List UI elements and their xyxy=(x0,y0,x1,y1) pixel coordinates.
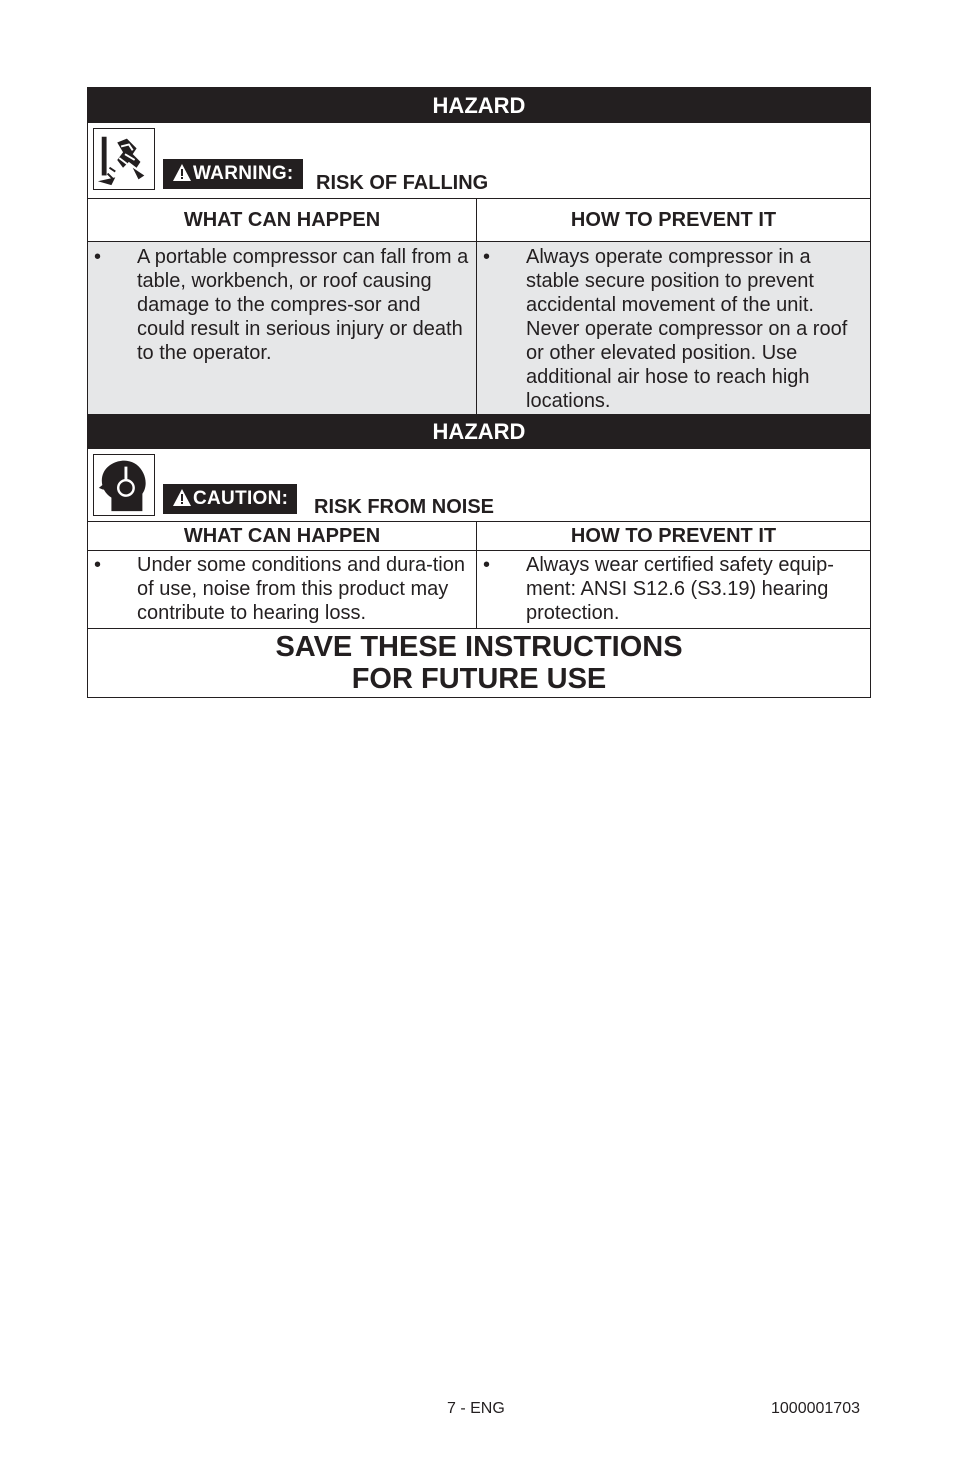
how-to-prevent-header: HOW TO PREVENT IT xyxy=(570,209,777,231)
signal-word: WARNING: xyxy=(193,163,294,184)
how-to-prevent-text: Always operate compressor in a stable secure position to prevent accidental movement of the unit. Never operate compressor on a roof or other elevated position. Use additional air hose to reach high locations. xyxy=(526,246,848,412)
what-can-happen-cell xyxy=(88,551,477,628)
column-headers xyxy=(88,199,870,242)
bullet: • xyxy=(483,246,491,268)
what-can-happen-text: A portable compressor can fall from a table, workbench, or roof causing damage to the compres-sor and could result in serious injury or death to the operator. xyxy=(137,246,469,364)
page-number: 7 - ENG xyxy=(447,1400,505,1417)
column-headers xyxy=(88,522,870,551)
save-instructions xyxy=(88,629,870,697)
how-to-prevent-cell xyxy=(477,551,870,628)
risk-title: RISK OF FALLING xyxy=(316,172,489,194)
hazard-body-row xyxy=(88,242,870,414)
how-to-prevent-text: Always wear certified safety equip-ment: ANSI S12.6 (S3.19) hearing protection. xyxy=(526,554,834,624)
what-can-happen-cell xyxy=(88,242,477,414)
how-to-prevent-cell xyxy=(477,242,870,414)
hazard-header: HAZARD xyxy=(88,414,870,449)
what-can-happen-text: Under some conditions and dura-tion of use, noise from this product may contribute to hearing loss. xyxy=(137,554,465,624)
risk-title: RISK FROM NOISE xyxy=(314,496,495,518)
bullet: • xyxy=(94,554,102,576)
falling-hazard-icon xyxy=(93,128,155,190)
caution-row xyxy=(88,449,870,522)
what-can-happen-header: WHAT CAN HAPPEN xyxy=(88,199,477,241)
save-line-2: FOR FUTURE USE xyxy=(351,663,607,695)
how-to-prevent-header: HOW TO PREVENT IT xyxy=(570,525,777,547)
warning-row xyxy=(88,123,870,199)
hazard-table xyxy=(87,87,871,698)
alert-triangle-icon xyxy=(173,161,191,191)
what-can-happen-header: WHAT CAN HAPPEN xyxy=(88,522,477,550)
alert-triangle-icon xyxy=(173,486,191,516)
bullet: • xyxy=(94,246,102,268)
save-line-1: SAVE THESE INSTRUCTIONS xyxy=(275,631,683,663)
warning-badge xyxy=(163,159,303,189)
signal-word: CAUTION: xyxy=(193,488,289,509)
document-number: 1000001703 xyxy=(771,1400,860,1417)
hazard-header: HAZARD xyxy=(88,88,870,123)
hearing-protection-icon xyxy=(93,454,155,516)
bullet: • xyxy=(483,554,491,576)
caution-badge xyxy=(163,484,297,514)
hazard-body-row xyxy=(88,551,870,629)
